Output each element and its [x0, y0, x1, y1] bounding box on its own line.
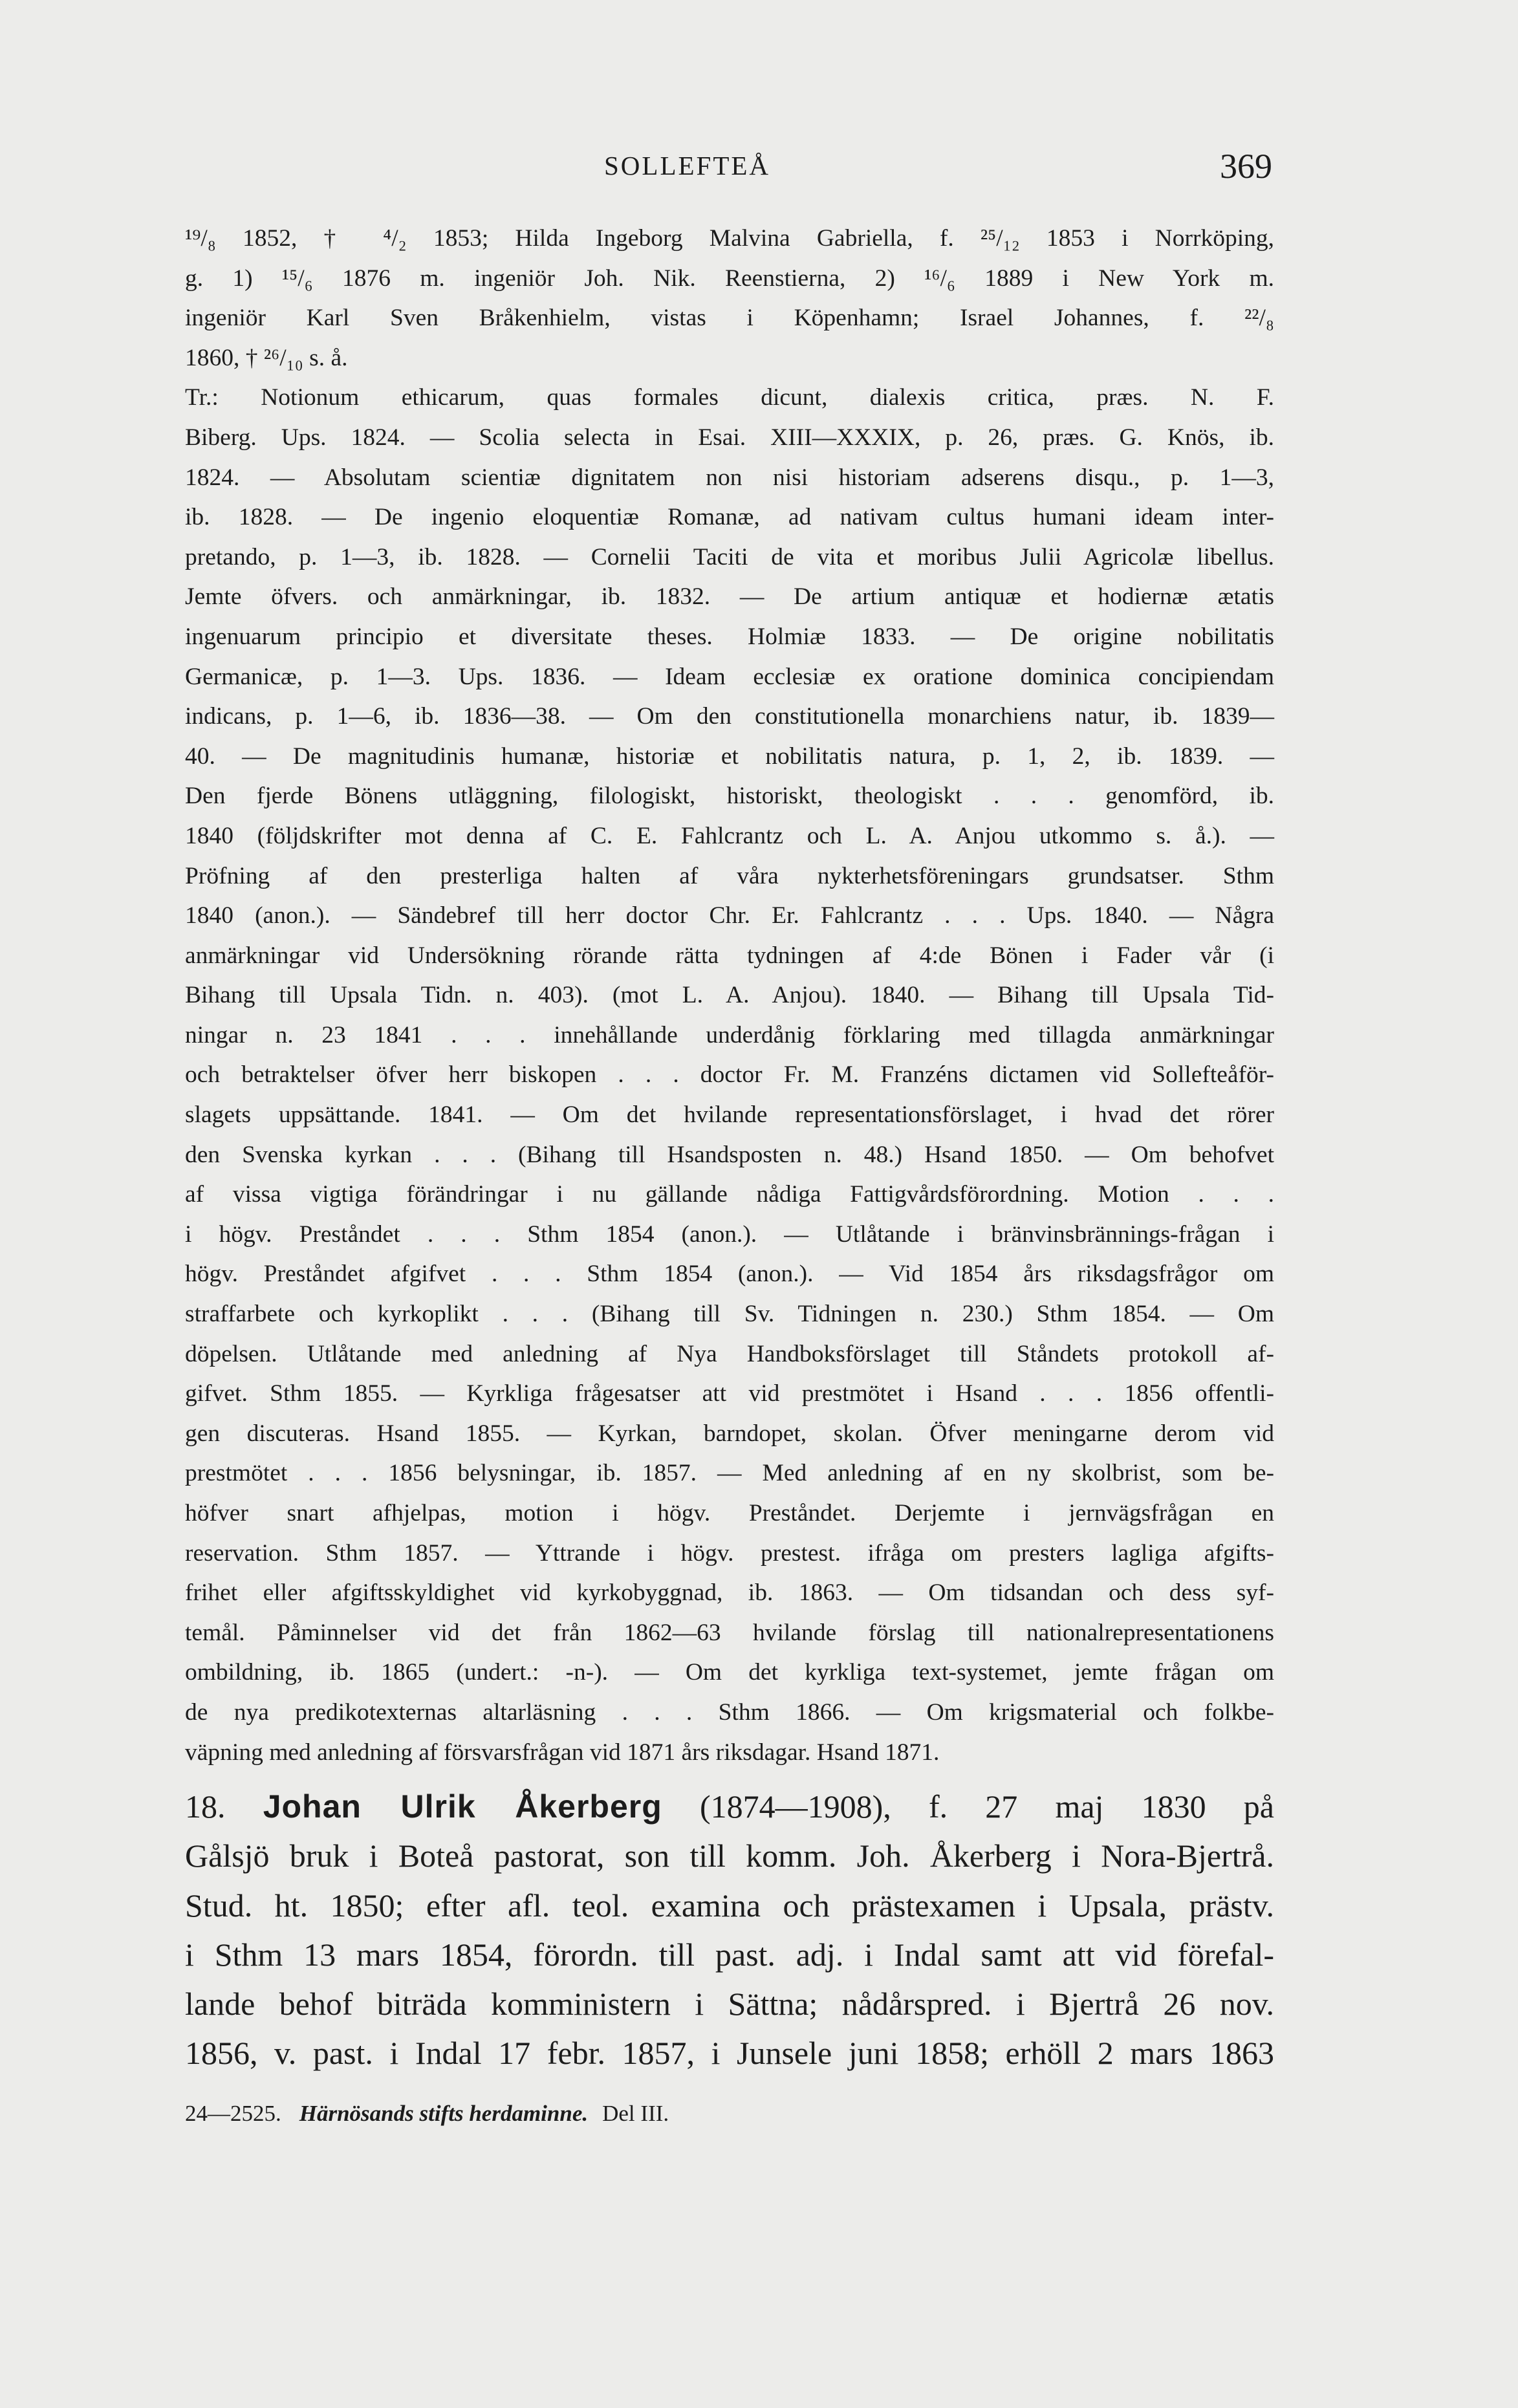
- body-line: Jemte öfvers. och anmärkningar, ib. 1832. — De artium antiquæ et hodiernæ ætatis: [185, 583, 1274, 611]
- body-line: Biberg. Ups. 1824. — Scolia selecta in Esai. XIII—XXXIX, p. 26, præs. G. Knös, ib.: [185, 424, 1274, 451]
- body-line: Den fjerde Bönens utläggning, filologiskt, historiskt, theologiskt . . . genomförd, ib.: [185, 783, 1274, 810]
- body-line: Tr.: Notionum ethicarum, quas formales dicunt, dialexis critica, præs. N. F.: [185, 384, 1274, 411]
- page-number: 369: [1220, 147, 1272, 186]
- body-line: 40. — De magnitudinis humanæ, historiæ et nobilitatis natura, p. 1, 2, ib. 1839. —: [185, 743, 1274, 770]
- body-line: ningar n. 23 1841 . . . innehållande underdånig förklaring med tillagda anmärkningar: [185, 1021, 1274, 1048]
- entry-name: Johan Ulrik Åkerberg: [263, 1788, 662, 1825]
- body-line: gifvet. Sthm 1855. — Kyrkliga frågesatser att vid prestmötet i Hsand . . . 1856 offentli-: [185, 1380, 1274, 1407]
- body-line: gen discuteras. Hsand 1855. — Kyrkan, barndopet, skolan. Öfver meningarne derom vid: [185, 1420, 1274, 1447]
- entry-number: 18.: [185, 1788, 226, 1825]
- body-line: g. 1) ¹⁵/₆ 1876 m. ingeniör Joh. Nik. Reenstierna, 2) ¹⁶/₆ 1889 i New York m.: [185, 265, 1274, 292]
- entry-line: 1856, v. past. i Indal 17 febr. 1857, i Junsele juni 1858; erhöll 2 mars 1863: [185, 2035, 1274, 2072]
- body-line: i högv. Preståndet . . . Sthm 1854 (anon.). — Utlåtande i bränvinsbrännings-frågan i: [185, 1220, 1274, 1248]
- body-line: Germanicæ, p. 1—3. Ups. 1836. — Ideam ecclesiæ ex oratione dominica concipiendam: [185, 663, 1274, 690]
- body-line: indicans, p. 1—6, ib. 1836—38. — Om den constitutionella monarchiens natur, ib. 1839—: [185, 703, 1274, 730]
- body-line: Pröfning af den presterliga halten af våra nykterhetsföreningars grundsatser. Sthm: [185, 862, 1274, 889]
- biography-entry: [185, 1782, 1274, 2078]
- entry-line-text: (1874—1908), f. 27 maj 1830 på: [662, 1788, 1275, 1825]
- entry-line: [185, 1782, 1274, 1831]
- body-line: slagets uppsättande. 1841. — Om det hvilande representationsförslaget, i hvad det rörer: [185, 1101, 1274, 1129]
- body-line: höfver snart afhjelpas, motion i högv. Preståndet. Derjemte i jernvägsfrågan en: [185, 1500, 1274, 1526]
- body-line: de nya predikotexternas altarläsning . . . Sthm 1866. — Om krigsmaterial och folkbe-: [185, 1698, 1274, 1726]
- running-head: SOLLEFTEÅ: [604, 151, 771, 180]
- body-line: prestmötet . . . 1856 belysningar, ib. 1857. — Med anledning af en ny skolbrist, som be-: [185, 1460, 1274, 1487]
- body-line: den Svenska kyrkan . . . (Bihang till Hsandsposten n. 48.) Hsand 1850. — Om behofvet: [185, 1141, 1274, 1168]
- body-line: frihet eller afgiftsskyldighet vid kyrkobyggnad, ib. 1863. — Om tidsandan och dess syf-: [185, 1579, 1274, 1607]
- body-line: ib. 1828. — De ingenio eloquentiæ Romanæ, ad nativam cultus humani ideam inter-: [185, 504, 1274, 531]
- body-line: ingenuarum principio et diversitate theses. Holmiæ 1833. — De origine nobilitatis: [185, 623, 1274, 650]
- entry-line: i Sthm 13 mars 1854, förordn. till past. adj. i Indal samt att vid förefal-: [185, 1936, 1274, 1973]
- signature-mark: 24—2525.: [185, 2101, 281, 2126]
- body-line: ingeniör Karl Sven Bråkenhielm, vistas i Köpenhamn; Israel Johannes, f. ²²/₈: [185, 305, 1274, 332]
- body-line: högv. Preståndet afgifvet . . . Sthm 1854 (anon.). — Vid 1854 års riksdagsfrågor om: [185, 1261, 1274, 1288]
- entry-line: Gålsjö bruk i Boteå pastorat, son till komm. Joh. Åkerberg i Nora-Bjertrå.: [185, 1838, 1274, 1874]
- body-line: döpelsen. Utlåtande med anledning af Nya Handboksförslaget till Ståndets protokoll af-: [185, 1340, 1274, 1367]
- body-text-small: [185, 219, 1274, 1772]
- body-line: 1840 (anon.). — Sändebref till herr doctor Chr. Er. Fahlcrantz . . . Ups. 1840. — Några: [185, 902, 1274, 929]
- footer-volume: Del III.: [602, 2101, 669, 2126]
- body-line: Bihang till Upsala Tidn. n. 403). (mot L. A. Anjou). 1840. — Bihang till Upsala Tid-: [185, 982, 1274, 1009]
- body-line: och betraktelser öfver herr biskopen . . . doctor Fr. M. Franzéns dictamen vid Sollefteåför-: [185, 1061, 1274, 1089]
- body-line: pretando, p. 1—3, ib. 1828. — Cornelii Taciti de vita et moribus Julii Agricolæ libellus.: [185, 543, 1274, 570]
- body-line: ombildning, ib. 1865 (undert.: -n-). — Om det kyrkliga text-systemet, jemte frågan om: [185, 1659, 1274, 1686]
- body-line: straffarbete och kyrkoplikt . . . (Bihang till Sv. Tidningen n. 230.) Sthm 1854. — Om: [185, 1301, 1274, 1328]
- body-line: 1840 (följdskrifter mot denna af C. E. Fahlcrantz och L. A. Anjou utkommo s. å.). —: [185, 822, 1274, 849]
- body-line: 1860, † ²⁶/₁₀ s. å.: [185, 344, 348, 371]
- footer-signature: [185, 2101, 669, 2127]
- body-line: temål. Påminnelser vid det från 1862—63 hvilande förslag till nationalrepresentationens: [185, 1619, 1274, 1646]
- body-line: väpning med anledning af försvarsfrågan vid 1871 års riksdagar. Hsand 1871.: [185, 1739, 940, 1766]
- body-line: reservation. Sthm 1857. — Yttrande i högv. prestest. ifråga om presters lagliga afgifts-: [185, 1539, 1274, 1567]
- body-line: 1824. — Absolutam scientiæ dignitatem non nisi historiam adserens disqu., p. 1—3,: [185, 464, 1274, 491]
- body-line: ¹⁹/₈ 1852, † ⁴/₂ 1853; Hilda Ingeborg Malvina Gabriella, f. ²⁵/₁₂ 1853 i Norrköping,: [185, 225, 1274, 252]
- entry-line: lande behof biträda komministern i Sättna; nådårspred. i Bjertrå 26 nov.: [185, 1986, 1274, 2023]
- body-line: anmärkningar vid Undersökning rörande rätta tydningen af 4:de Bönen i Fader vår (i: [185, 942, 1274, 969]
- footer-title: Härnösands stifts herdaminne.: [299, 2101, 589, 2126]
- body-line: af vissa vigtiga förändringar i nu gällande nådiga Fattigvårdsförordning. Motion . . .: [185, 1181, 1274, 1208]
- entry-line: Stud. ht. 1850; efter afl. teol. examina och prästexamen i Upsala, prästv.: [185, 1887, 1274, 1924]
